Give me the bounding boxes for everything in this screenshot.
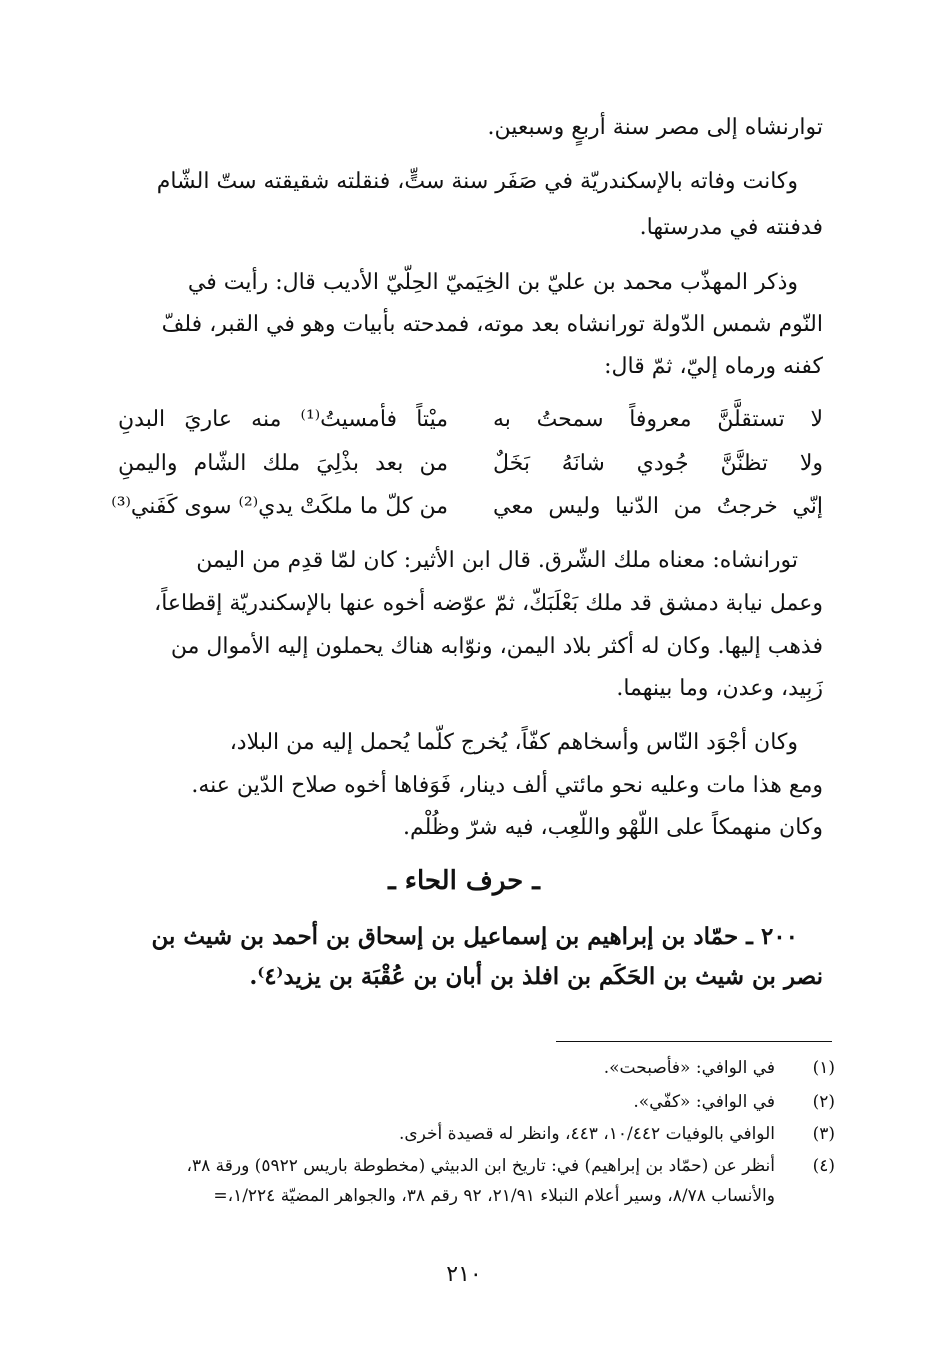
footnote-4-continuation [80, 1184, 835, 1210]
entry-line-2: نصر بن شيث بن الحَكَم بن افلذ بن أبان بن عُقْبَة بن يزيد⁽٤⁾. [249, 963, 823, 990]
page-number: ٢١٠ [446, 1262, 482, 1287]
body-line-2: وكانت وفاته بالإسكندريّة في صَفَر سنة ستٍّ، فنقلته شقيقته ستّ الشّام [156, 169, 798, 194]
verse-1-second-hemistich: ميْتاً فأمسيتُ⁽¹⁾ منه عاريَ البدنِ [118, 407, 448, 432]
footnote-number: (٤) [812, 1156, 835, 1176]
body-line-1: توارنشاه إلى مصر سنة أربعٍ وسبعين. [487, 115, 823, 140]
footnote-1 [80, 1056, 835, 1082]
footnote-text: في الوافي: «فأصبحت». [603, 1058, 775, 1078]
footnote-divider [556, 1041, 832, 1042]
body-line-10: زَبِيد، وعدن، وما بينهما. [616, 676, 823, 701]
footnote-number: (١) [812, 1058, 835, 1078]
footnote-text: في الوافي: «كفّي». [633, 1092, 775, 1112]
verse-1-first-hemistich: لا تستقلَّنَّ معروفاً سمحتُ به [493, 407, 823, 432]
footnote-text: والأنساب ٨/٧٨، وسير أعلام النبلاء ٢١/٩١، ٩٢ رقم ٣٨، والجواهر المضيّة ١/٢٢٤،= [213, 1186, 775, 1206]
verse-2-first-hemistich: ولا تظنَّنَّ جُودي شانَهُ بَخَلٌ [493, 451, 823, 476]
body-line-7: تورانشاه: معناه ملك الشّرق. قال ابن الأثير: كان لمّا قدِم من اليمن [196, 548, 798, 573]
footnote-2 [80, 1090, 835, 1116]
footnote-text: الوافي بالوفيات ١٠/٤٤٢، ٤٤٣، وانظر له قصيدة أخرى. [398, 1124, 775, 1144]
body-line-13: وكان منهمكاً على اللّهْو واللّعِب، فيه شرّ وظُلْم. [402, 815, 823, 840]
body-line-8: وعمل نيابة دمشق قد ملك بَعْلَبَكّ، ثمّ عوّضه أخوه عنها بالإسكندريّة إقطاعاً، [154, 591, 823, 616]
footnote-3 [80, 1122, 835, 1148]
footnote-number: (٢) [812, 1092, 835, 1112]
footnote-number: (٣) [812, 1124, 835, 1144]
body-line-11: وكان أجْوَد النّاس وأسخاهم كفّاً، يُخرج كلّما يُحمل إليه من البلاد، [229, 730, 798, 755]
entry-line-1: ٢٠٠ ـ حمّاد بن إبراهيم بن إسماعيل بن إسحاق بن أحمد بن شيث بن [151, 923, 798, 950]
body-line-12: ومع هذا مات وعليه نحو مائتي ألف دينار، فَوَفاها أخوه صلاح الدّين عنه. [191, 773, 823, 798]
body-line-9: فذهب إليها. وكان له أكثر بلاد اليمن، ونوّابه هناك يحملون إليه الأموال من [170, 634, 823, 659]
section-heading: ـ حرف الحاء ـ [388, 866, 540, 896]
body-line-6: كفنه ورماه إليّ، ثمّ قال: [604, 354, 823, 379]
footnote-text: أنظر عن (حمّاد بن إبراهيم) في: تاريخ ابن الدبيثي (مخطوطة باريس ٥٩٢٢) ورقة ٣٨، [186, 1156, 775, 1176]
body-line-5: النّوم شمس الدّولة تورانشاه بعد موته، فمدحته بأبيات وهو في القبر، فلفّ [161, 312, 823, 337]
verse-2-second-hemistich: من بعد بذْلِيَ ملك الشّام واليمنِ [118, 451, 448, 476]
verse-3-first-hemistich: إنّي خرجتُ من الدّنيا وليس معي [493, 494, 823, 519]
body-line-3: فدفنته في مدرستها. [639, 215, 823, 240]
footnote-4 [80, 1154, 835, 1180]
verse-3-second-hemistich: من كلّ ما ملكَتْ يدي⁽²⁾ سوى كَفَني⁽³⁾ [111, 494, 448, 519]
body-line-4: وذكر المهذّب محمد بن عليّ بن الخِيَميّ الحِلّيّ الأديب قال: رأيت في [187, 270, 798, 295]
